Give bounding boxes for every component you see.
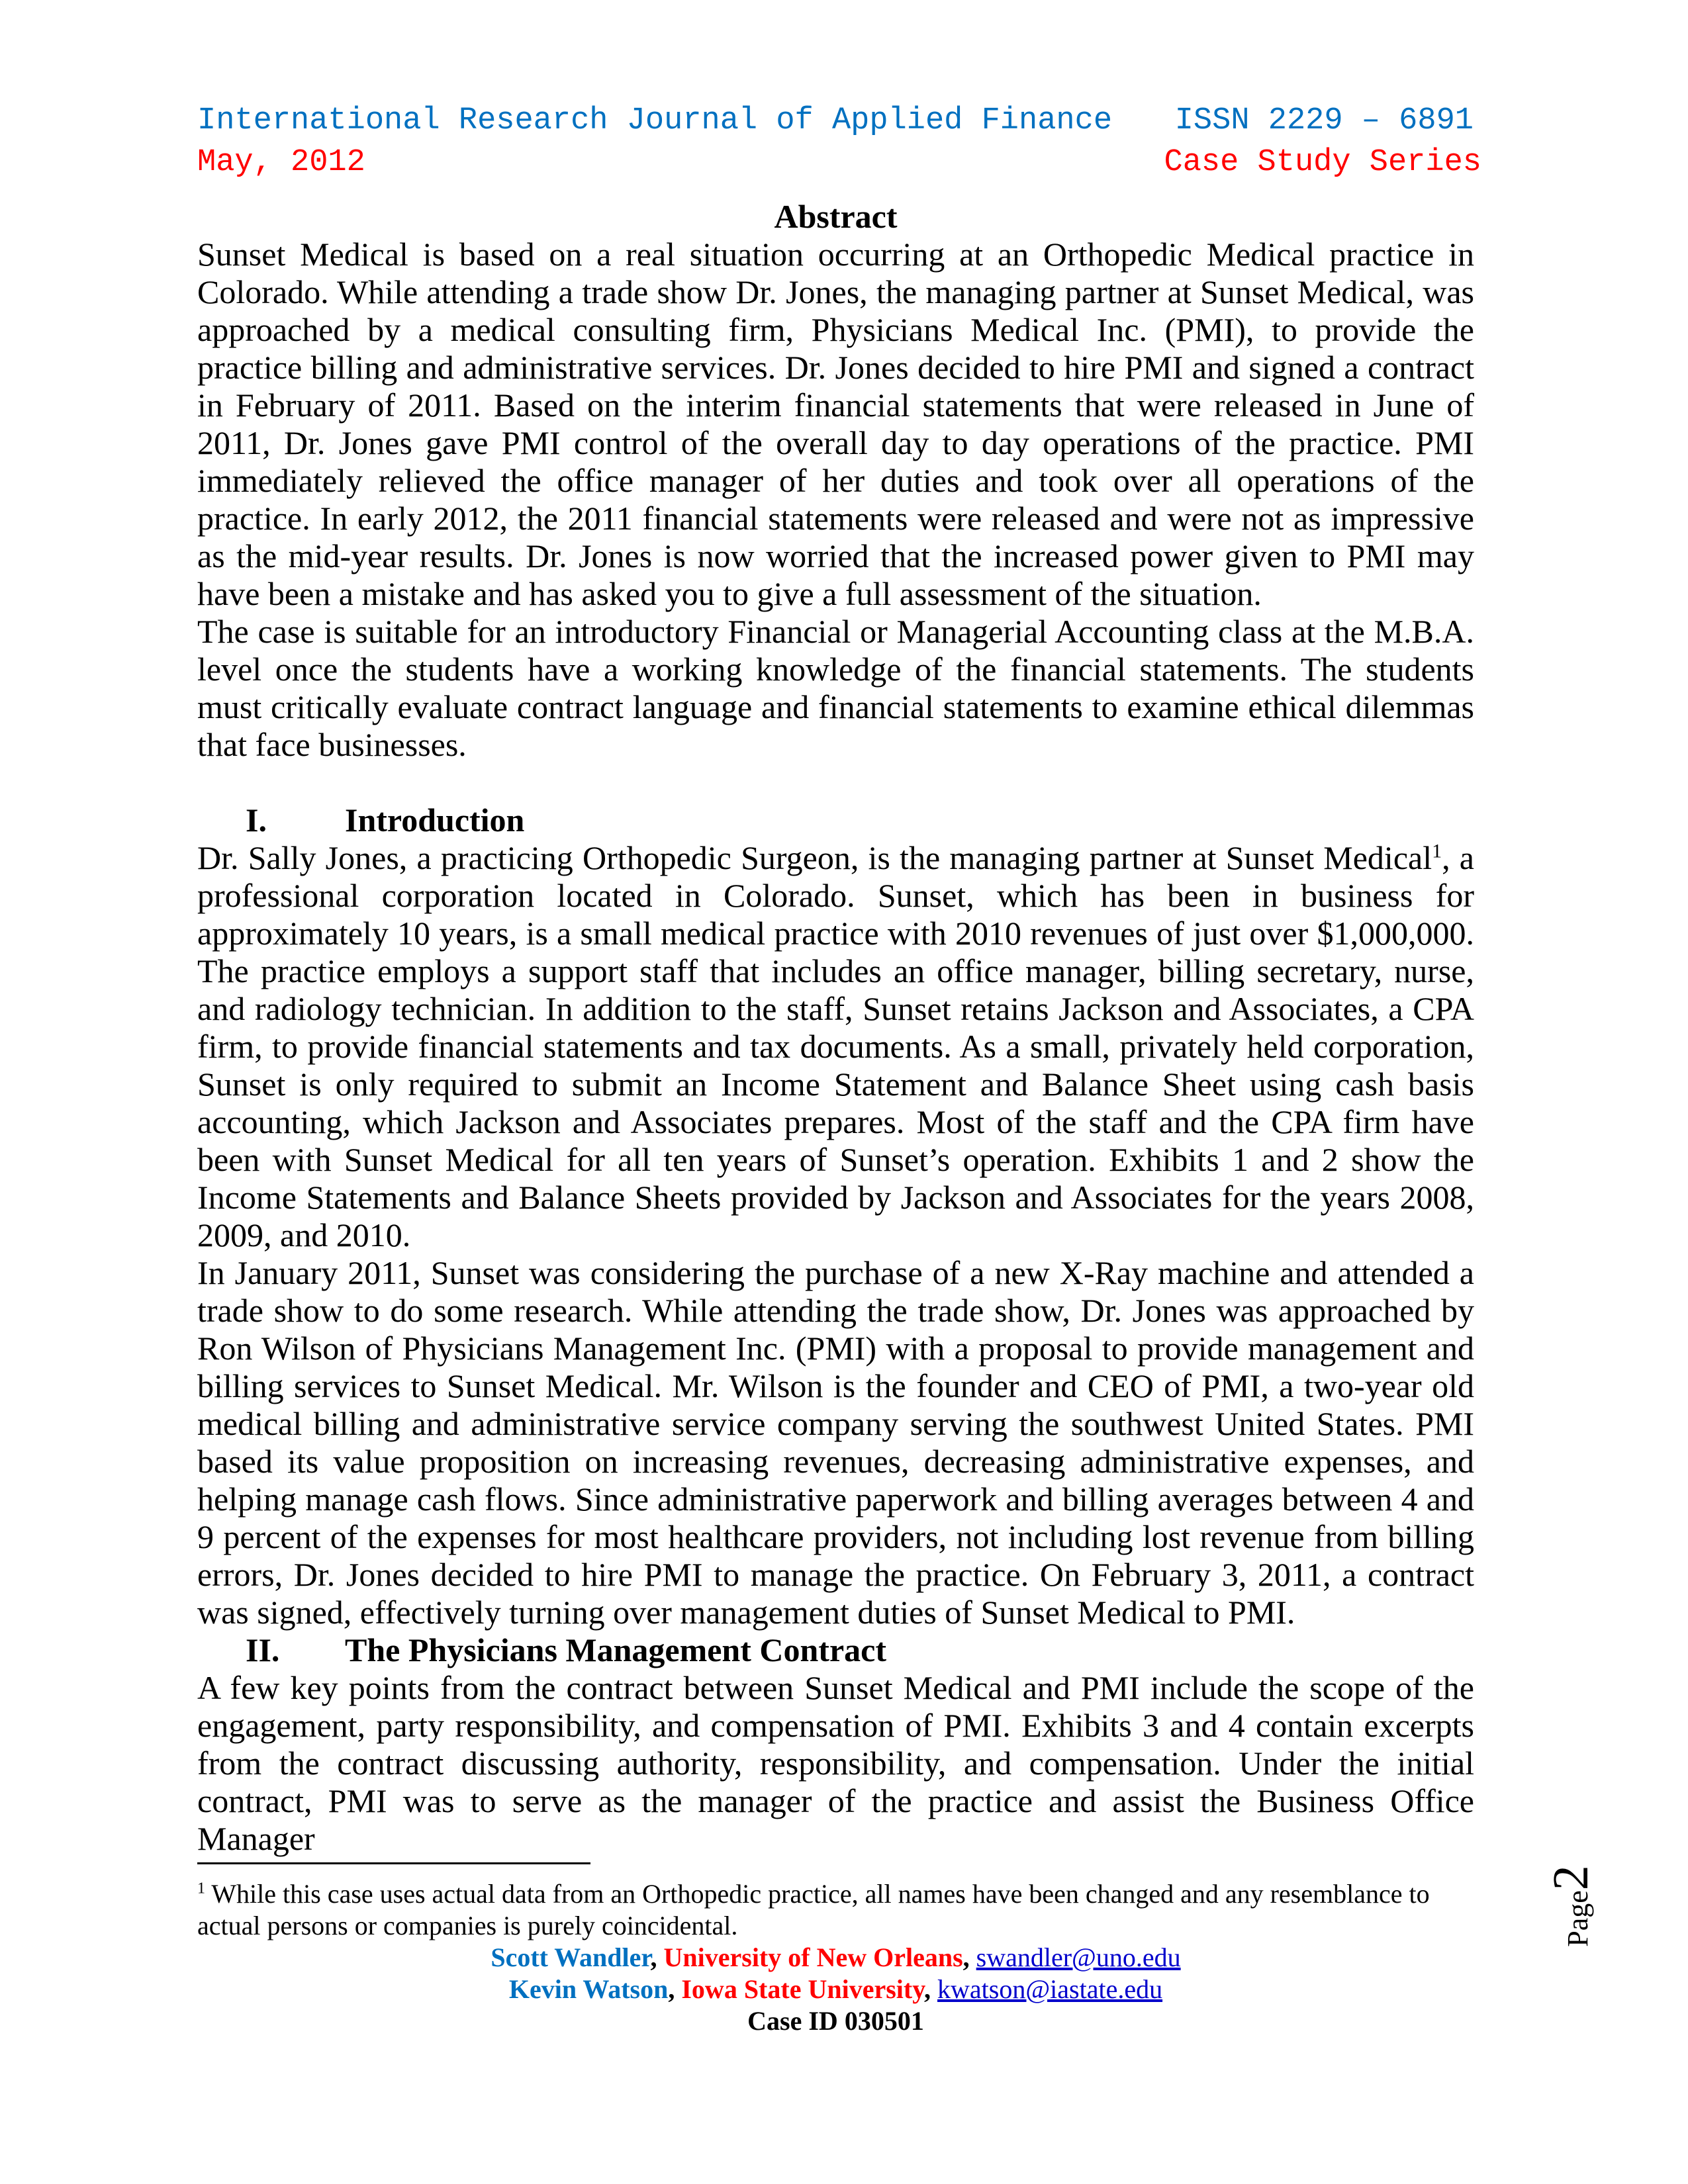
abstract-paragraph: The case is suitable for an introductory Financial or Managerial Accounting class at the M.B.A. level once the students have a working knowledge of the financial statements. The students must critically evaluate contract language and financial statements to examine ethical dilemmas that face businesses.: [197, 613, 1474, 763]
page-number-value: 2: [1543, 1865, 1599, 1891]
section-number: I.: [246, 801, 267, 839]
abstract-title: Abstract: [774, 198, 898, 235]
page-label: Page: [1562, 1890, 1594, 1947]
section-title: The Physicians Management Contract: [345, 1631, 886, 1668]
journal-header-line: [197, 101, 1481, 141]
body-paragraph: In January 2011, Sunset was considering the purchase of a new X-Ray machine and attended a trade show to do some research. While attending the trade show, Dr. Jones was approached by Ron Wilson of Physicians Management Inc. (PMI) with a proposal to provide management and billing services to Sunset Medical. Mr. Wilson is the founder and CEO of PMI, a two-year old medical billing and administrative service company serving the southwest United States. PMI based its value proposition on increasing revenues, decreasing administrative expenses, and helping manage cash flows. Since administrative paperwork and billing averages between 4 and 9 percent of the expenses for most healthcare providers, not including lost revenue from billing errors, Dr. Jones decided to hire PMI to manage the practice. On February 3, 2011, a contract was signed, effectively turning over management duties of Sunset Medical to PMI.: [197, 1254, 1474, 1631]
series-name: Case Study Series: [1164, 145, 1481, 180]
footnote-mark: 1: [197, 1880, 205, 1897]
paragraph-text: , a professional corporation located in Colorado. Sunset, which has been in business for approximately 10 years, is a small medical practice with 2010 revenues of just over $1,000,000. The practice employs a support staff that includes an office manager, billing secretary, nurse, and radiology technician. In addition to the staff, Sunset retains Jackson and Associates, a CPA firm, to provide financial statements and tax documents. As a small, privately held corporation, Sunset is only required to submit an Income Statement and Balance Sheet using cash basis accounting, which Jackson and Associates prepares. Most of the staff and the CPA firm have been with Sunset Medical for all ten years of Sunset’s operation. Exhibits 1 and 2 show the Income Statements and Balance Sheets provided by Jackson and Associates for the years 2008, 2009, and 2010.: [197, 839, 1474, 1253]
author-line: Scott Wandler, University of New Orleans, swandler@uno.edu: [491, 1942, 1181, 1972]
issue-date: May, 2012: [197, 145, 365, 180]
author-name: Scott Wandler: [491, 1942, 651, 1972]
journal-title: International Research Journal of Applied Finance: [197, 103, 1113, 138]
page-number: [1542, 1853, 1648, 1959]
issue-header-line: [197, 143, 1481, 183]
paragraph-text: Dr. Sally Jones, a practicing Orthopedic Surgeon, is the managing partner at Sunset Medical: [197, 839, 1432, 876]
section-number: II.: [246, 1631, 280, 1668]
section-heading-introduction: [197, 801, 1474, 839]
footnote-divider: [197, 1862, 590, 1864]
author-email-link[interactable]: swandler@uno.edu: [976, 1942, 1181, 1972]
footnote: [197, 1878, 1474, 1942]
article-body: [197, 198, 1474, 1858]
body-paragraph: A few key points from the contract between Sunset Medical and PMI include the scope of the engagement, party responsibility, and compensation of PMI. Exhibits 3 and 4 contain excerpts from the contract discussing authority, responsibility, and compensation. Under the initial contract, PMI was to serve as the manager of the practice and assist the Business Office Manager: [197, 1669, 1474, 1857]
author-affiliation: Iowa State University: [681, 1974, 924, 2004]
author-email-link[interactable]: kwatson@iastate.edu: [937, 1974, 1163, 2004]
section-heading-contract: [197, 1631, 1474, 1669]
body-paragraph: [197, 839, 1474, 1254]
footnote-ref[interactable]: 1: [1432, 840, 1442, 862]
author-line: Kevin Watson, Iowa State University, kwatson@iastate.edu: [508, 1974, 1163, 2004]
case-id: Case ID 030501: [747, 2006, 924, 2036]
section-title: Introduction: [345, 801, 525, 839]
footnote-text: While this case uses actual data from an Orthopedic practice, all names have been changed and any resemblance to actual persons or companies is purely coincidental.: [197, 1879, 1430, 1940]
author-block: [197, 1942, 1474, 2037]
author-name: Kevin Watson: [508, 1974, 669, 2004]
abstract-paragraph: Sunset Medical is based on a real situation occurring at an Orthopedic Medical practice in Colorado. While attending a trade show Dr. Jones, the managing partner at Sunset Medical, was approached by a medical consulting firm, Physicians Medical Inc. (PMI), to provide the practice billing and administrative services. Dr. Jones decided to hire PMI and signed a contract in February of 2011. Based on the interim financial statements that were released in June of 2011, Dr. Jones gave PMI control of the overall day to day operations of the practice. PMI immediately relieved the office manager of her duties and took over all operations of the practice. In early 2012, the 2011 financial statements were released and were not as impressive as the mid-year results. Dr. Jones is now worried that the increased power given to PMI may have been a mistake and has asked you to give a full assessment of the situation.: [197, 236, 1474, 612]
issn: ISSN 2229 – 6891: [1174, 103, 1474, 138]
author-affiliation: University of New Orleans: [663, 1942, 963, 1972]
